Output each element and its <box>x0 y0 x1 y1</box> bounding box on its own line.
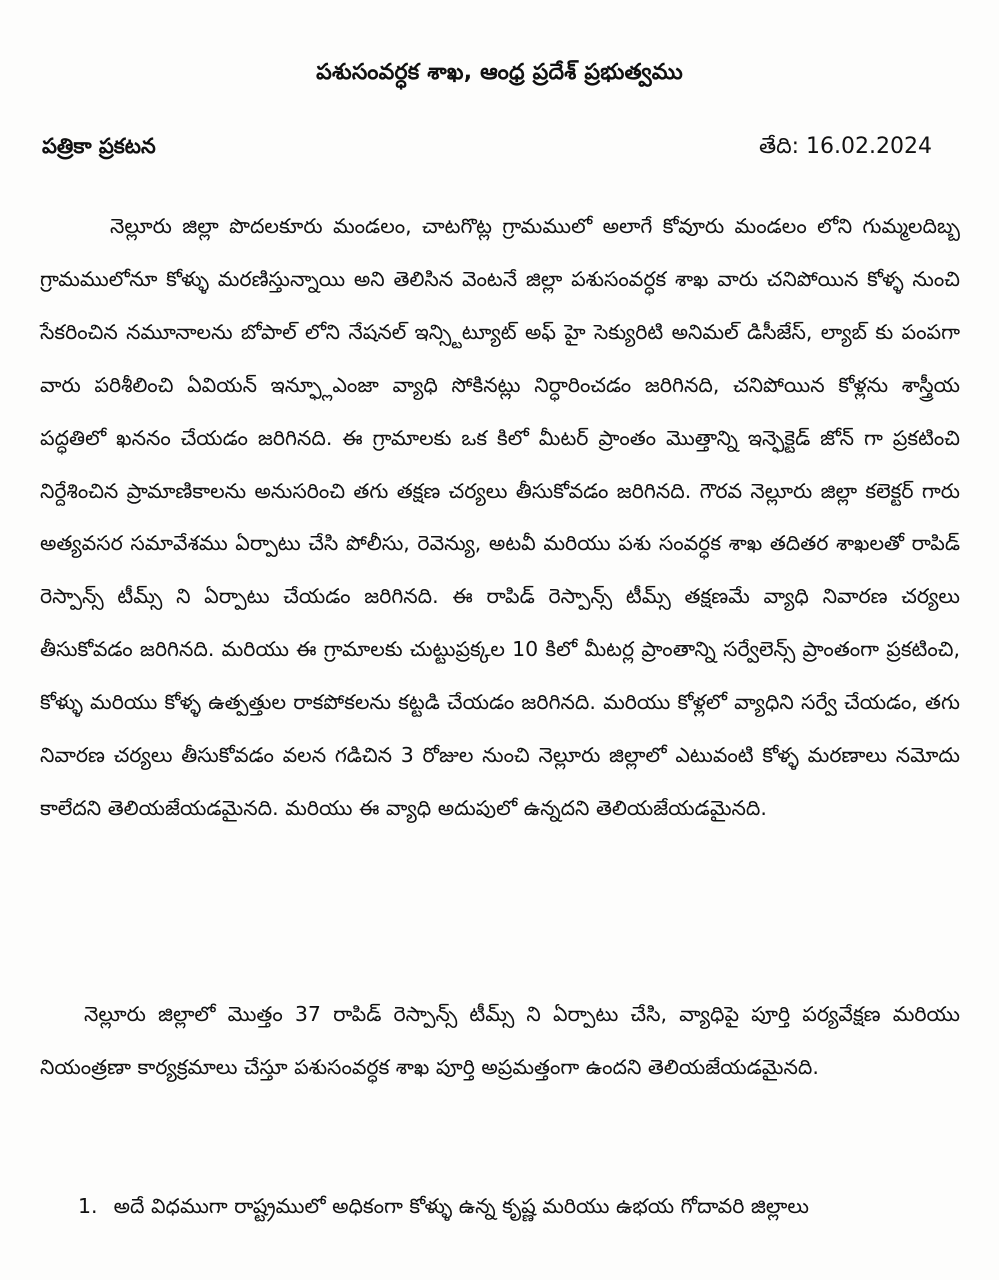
document-date: తేది: 16.02.2024 <box>758 134 932 159</box>
list-item-text: అదే విధముగా రాష్ట్రములో అధికంగా కోళ్ళు ఉన్న కృష్ణ మరియు ఉభయ గోదావరి జిల్లాలు <box>113 1194 809 1218</box>
header-meta-row <box>42 134 932 164</box>
list-item <box>78 1180 948 1232</box>
body-paragraph-2: నెల్లూరు జిల్లాలో మొత్తం 37 రాపిడ్ రెస్పాన్స్ టీమ్స్ ని ఏర్పాటు చేసి, వ్యాధిపై పూర్తి పర్యవేక్షణ మరియు నియంత్రణా కార్యక్రమాలు చేస్తూ పశుసంవర్ధక శాఖ పూర్తి అప్రమత్తంగా ఉందని తెలియజేయడమైనది. <box>40 1002 960 1079</box>
list-item-number: 1. <box>78 1194 98 1218</box>
document-type-label: పత్రికా ప్రకటన <box>42 134 156 158</box>
department-title: పశుసంవర్ధక శాఖ, ఆంధ్ర ప్రదేశ్ ప్రభుత్వము <box>316 60 683 85</box>
body-paragraph-1: నెల్లూరు జిల్లా పొదలకూరు మండలం, చాటగొట్ల గ్రామములో అలాగే కోవూరు మండలం లోని గుమ్మలదిబ్బ గ్రామములోనూ కోళ్ళు మరణిస్తున్నాయి అని తెలిసిన వెంటనే జిల్లా పశుసంవర్ధక శాఖ వారు చనిపోయిన కోళ్ళ నుంచి సేకరించిన నమూనాలను బోపాల్ లోని నేషనల్ ఇన్స్టిట్యూట్ అఫ్ హై సెక్యురిటి అనిమల్ డిసీజేస్, ల్యాబ్ కు పంపగా వారు పరిశీలించి ఏవియన్ ఇన్ఫ్లూఎంజా వ్యాధి సోకినట్లు నిర్ధారించడం జరిగినది, చనిపోయిన కోళ్లను శాస్త్రీయ పద్ధతిలో ఖననం చేయడం జరిగినది. ఈ గ్రామాలకు ఒక కిలో మీటర్ ప్రాంతం మొత్తాన్ని ఇన్ఫెక్టెడ్ జోన్ గా ప్రకటించి నిర్దేశించిన ప్రామాణికాలను అనుసరించి తగు తక్షణ చర్యలు తీసుకోవడం జరిగినది. గౌరవ నెల్లూరు జిల్లా కలెక్టర్ గారు అత్యవసర సమావేశము ఏర్పాటు చేసి పోలీసు, రెవెన్యు, అటవీ మరియు పశు సంవర్ధక శాఖ తదితర శాఖలతో రాపిడ్ రెస్పాన్స్ టీమ్స్ ని ఏర్పాటు చేయడం జరిగినది. ఈ రాపిడ్ రెస్పాన్స్ టీమ్స్ తక్షణమే వ్యాధి నివారణ చర్యలు తీసుకోవడం జరిగినది. మరియు ఈ గ్రామాలకు చుట్టుప్రక్కల 10 కిలో మీటర్ల ప్రాంతాన్ని సర్వేలెన్స్ ప్రాంతంగా ప్రకటించి, కోళ్ళు మరియు కోళ్ళ ఉత్పత్తుల రాకపోకలను కట్టడి చేయడం జరిగినది. మరియు కోళ్లలో వ్యాధిని సర్వే చేయడం, తగు నివారణ చర్యలు తీసుకోవడం వలన గడిచిన 3 రోజుల నుంచి నెల్లూరు జిల్లాలో ఎటువంటి కోళ్ళ మరణాలు నమోదు కాలేదని తెలియజేయడమైనది. మరియు ఈ వ్యాధి అదుపులో ఉన్నదని తెలియజేయడమైనది. <box>40 214 960 820</box>
